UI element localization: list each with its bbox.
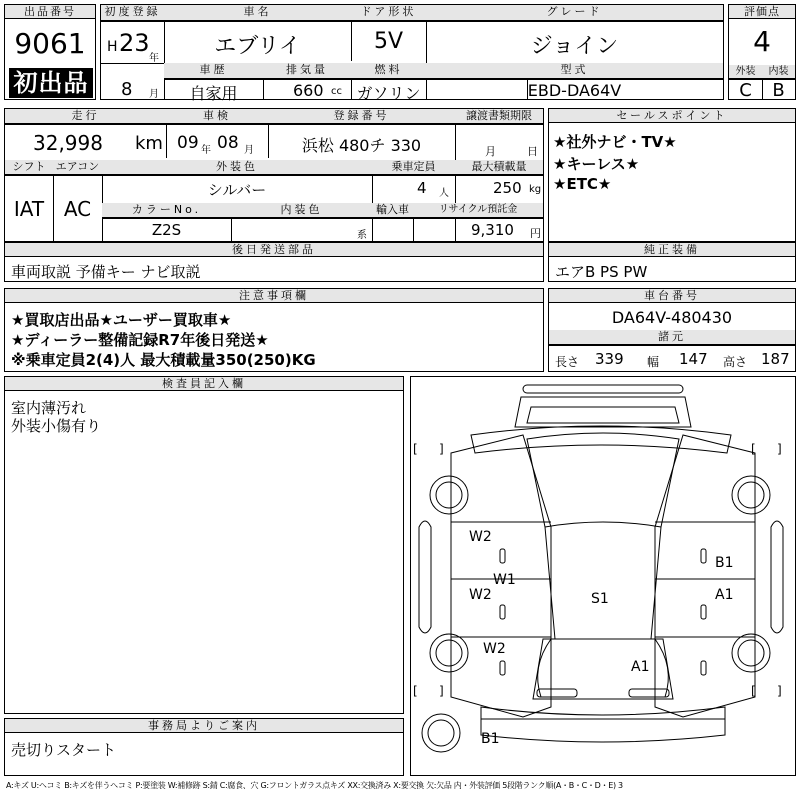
- load-label: 最大積載量: [455, 160, 543, 175]
- vehicle-info-table: [4, 108, 544, 242]
- office-box: [4, 718, 404, 776]
- import-label: 輸入車: [372, 203, 413, 218]
- note-3: ※乗車定員2(4)人 最大積載量350(250)KG: [11, 351, 316, 369]
- color-label: 外装色: [102, 160, 372, 175]
- office-label: 事務局よりご案内: [5, 719, 403, 733]
- damage-mark: W2: [469, 587, 492, 603]
- sales-point-3: ★ETC★: [553, 175, 612, 193]
- note-2: ★ディーラー整備記録R7年後日発送★: [11, 331, 269, 349]
- sales-points-label: セールスポイント: [549, 109, 795, 123]
- capacity-label: 乗車定員: [372, 160, 455, 175]
- shift: IAT: [13, 197, 45, 221]
- transfer-label: 譲渡書類期限: [455, 109, 543, 124]
- car-name-label: 車名: [164, 5, 351, 21]
- damage-mark: B1: [481, 731, 500, 747]
- damage-mark: B1: [715, 555, 734, 571]
- svg-text:]: ]: [777, 442, 782, 456]
- score-box: [728, 4, 796, 100]
- fuel: ガソリン: [356, 84, 421, 103]
- inspection-month: 08: [217, 133, 239, 153]
- sales-points-box: [548, 108, 796, 242]
- damage-mark: S1: [591, 591, 609, 607]
- fuel-label: 燃料: [351, 63, 426, 79]
- score: 4: [753, 25, 771, 58]
- first-reg-label: 初度登録: [101, 5, 164, 21]
- car-diagram: [411, 377, 795, 775]
- reg-year: 23: [119, 29, 150, 57]
- office-note: 売切りスタート: [11, 741, 117, 759]
- first-listing-badge: 初出品: [9, 68, 93, 98]
- interior-color-suffix: 系: [357, 230, 367, 241]
- recycle-fee: 9,310: [471, 221, 514, 239]
- grade: ジョイン: [530, 34, 619, 59]
- max-load: 250: [493, 179, 522, 197]
- specs-label: 諸元: [549, 330, 795, 345]
- transfer-month: 月: [485, 145, 496, 158]
- history: 自家用: [189, 84, 238, 103]
- interior-label: 内装: [762, 65, 795, 79]
- capacity-unit: 人: [439, 188, 449, 199]
- color-no-label: カラーNo.: [102, 203, 231, 218]
- damage-mark: W1: [493, 572, 516, 588]
- damage-mark: A1: [715, 587, 734, 603]
- inspection-year: 09: [177, 133, 199, 153]
- transfer-day: 日: [527, 145, 538, 158]
- sales-point-1: ★社外ナビ・TV★: [553, 133, 677, 151]
- lot-number-label: 出品番号: [5, 5, 95, 19]
- plate-label: 登録番号: [268, 109, 455, 124]
- damage-mark: W2: [469, 529, 492, 545]
- header-table: [100, 4, 724, 103]
- sales-point-2: ★キーレス★: [553, 155, 640, 173]
- mileage: 32,998: [33, 131, 103, 155]
- later-parts: 車両取説 予備キー ナビ取説: [11, 263, 201, 281]
- history-label: 車歴: [164, 63, 263, 79]
- mileage-unit: km: [135, 133, 163, 154]
- chassis-number: DA64V-480430: [611, 308, 733, 327]
- ac-label: エアコン: [53, 160, 102, 175]
- reg-month: 8: [121, 79, 133, 100]
- model-label: 型式: [426, 63, 723, 79]
- width: 147: [679, 350, 708, 368]
- displacement-label: 排気量: [263, 63, 351, 79]
- recycle-label: リサイクル預託金: [413, 203, 543, 218]
- color-number: Z2S: [151, 221, 182, 239]
- recycle-unit: 円: [530, 227, 541, 240]
- plate: 浜松 480チ 330: [301, 136, 422, 155]
- inspection-month-unit: 月: [244, 145, 254, 156]
- inspector-box: [4, 376, 404, 714]
- door-label: ドア形状: [351, 5, 426, 21]
- inspection-year-unit: 年: [201, 145, 211, 156]
- grade-label: グレード: [426, 5, 723, 21]
- model: EBD-DA64V: [527, 81, 622, 100]
- svg-text:]: ]: [439, 684, 444, 698]
- genuine-equipment: エアB PS PW: [555, 263, 648, 281]
- later-parts-box: [4, 242, 544, 282]
- car-diagram-box: [410, 376, 796, 776]
- later-parts-label: 後日発送部品: [5, 243, 543, 257]
- interior-color-label: 内装色: [231, 203, 372, 218]
- legend: A:キズ U:ヘコミ B:キズを伴うヘコミ P:要塗装 W:補修跡 S:錆 C:腐食、穴 G:フロントガラス点キズ XX:交換済み X:要交換 欠:欠品 内・外装評価 5段階ランク順(A・B・C・D・E) 3: [6, 781, 623, 790]
- damage-mark: A1: [631, 659, 650, 675]
- door-type: 5V: [373, 29, 404, 54]
- shift-label: シフト: [5, 160, 53, 175]
- length-label: 長さ: [555, 355, 580, 369]
- displacement-unit: cc: [331, 86, 342, 97]
- note-1: ★買取店出品★ユーザー買取車★: [11, 311, 232, 329]
- car-name: エブリイ: [214, 34, 301, 59]
- reg-year-unit: 年: [149, 53, 159, 64]
- era: H: [107, 39, 118, 55]
- inspection-label: 車検: [166, 109, 268, 124]
- max-load-unit: kg: [529, 184, 542, 195]
- inspector-label: 検査員記入欄: [5, 377, 403, 391]
- lot-number-box: [4, 4, 96, 100]
- genuine-box: [548, 242, 796, 282]
- exterior-label: 外装: [729, 65, 762, 79]
- exterior-score: C: [739, 80, 752, 101]
- damage-mark: W2: [483, 641, 506, 657]
- svg-text:]: ]: [439, 442, 444, 456]
- inspector-note-2: 外装小傷有り: [11, 417, 102, 435]
- lot-number: 9061: [14, 27, 86, 60]
- chassis-label: 車台番号: [549, 289, 795, 303]
- capacity: 4: [417, 179, 427, 197]
- aircon: AC: [63, 197, 92, 221]
- svg-text:]: ]: [777, 684, 782, 698]
- displacement: 660: [293, 81, 324, 100]
- inspector-note-1: 室内薄汚れ: [11, 399, 87, 417]
- svg-text:[: [: [413, 684, 418, 698]
- svg-text:[: [: [413, 442, 418, 456]
- length: 339: [595, 350, 624, 368]
- body-color: シルバー: [207, 181, 267, 199]
- mileage-label: 走行: [5, 109, 166, 124]
- notes-label: 注意事項欄: [5, 289, 543, 303]
- height: 187: [761, 350, 790, 368]
- svg-text:[: [: [751, 442, 756, 456]
- chassis-box: [548, 288, 796, 372]
- genuine-label: 純正装備: [549, 243, 795, 257]
- interior-score: B: [772, 80, 785, 101]
- width-label: 幅: [647, 355, 660, 369]
- score-label: 評価点: [729, 5, 795, 19]
- reg-month-unit: 月: [149, 89, 159, 100]
- svg-text:[: [: [751, 684, 756, 698]
- height-label: 高さ: [723, 355, 748, 369]
- notes-box: [4, 288, 544, 372]
